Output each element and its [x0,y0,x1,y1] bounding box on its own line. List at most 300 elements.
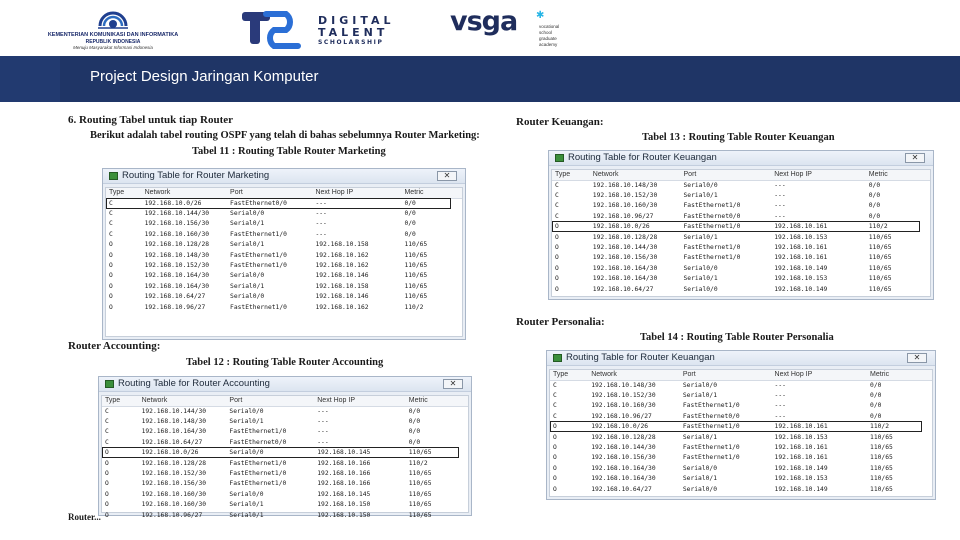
table-cell: Serial0/0 [683,285,718,293]
vsga-logo [450,6,560,52]
table-row [102,437,468,447]
table-cell: Serial0/1 [682,475,717,483]
table-cell: 192.168.10.150 [317,511,371,519]
table-cell: 192.168.10.96/27 [591,412,652,420]
section-heading: 6. Routing Tabel untuk tiap Router [68,114,234,126]
close-icon[interactable]: ✕ [905,153,925,163]
router-icon [553,354,562,362]
column-header[interactable]: Next Hop IP [312,188,401,198]
column-header[interactable]: Type [106,188,142,198]
kominfo-name: KEMENTERIAN KOMUNIKASI DAN INFORMATIKA [47,32,179,38]
table-row [106,229,462,239]
table-cell: --- [774,212,786,220]
table-cell: 110/65 [404,251,428,259]
table-cell: 192.168.10.161 [774,423,828,431]
dts-word-talent: TALENT [318,26,389,39]
table-cell: 192.168.10.144/30 [144,210,210,218]
table-cell: 192.168.10.149 [774,464,828,472]
dts-mark-icon [240,8,300,48]
table-cell: 192.168.10.150 [317,501,371,509]
table-cell: Serial0/1 [229,511,264,519]
table-cell: 192.168.10.128/28 [591,433,656,441]
table-cell: 192.168.10.128/28 [592,233,658,241]
table-cell: O [109,241,113,249]
table-cell: Serial0/0 [229,449,264,457]
table-row [106,260,462,270]
table-cell: 0/0 [404,199,416,207]
table-cell: Serial0/1 [682,392,717,400]
table-cell: 110/2 [868,223,888,231]
table-cell: O [553,485,557,493]
table-row [106,271,462,281]
table-cell: FastEthernet1/0 [683,202,741,210]
table-cell: 110/65 [868,254,892,262]
table-row [102,427,468,437]
table-cell: 110/65 [870,454,893,462]
table-row [106,302,462,312]
table-row [550,463,932,473]
vsga-tag-4: academy [539,42,558,47]
table-cell: FastEthernet1/0 [229,459,287,467]
table-cell: 192.168.10.166 [317,480,371,488]
table-cell: 192.168.10.164/30 [591,464,656,472]
column-header[interactable]: Network [590,170,681,180]
accounting-window-titlebar [99,377,471,392]
table-cell: 192.168.10.166 [317,470,371,478]
table-cell: O [555,244,559,252]
column-header[interactable]: Metric [401,188,462,198]
table-row [552,232,930,242]
table-header-row [550,370,932,380]
column-header[interactable]: Network [588,370,680,380]
table-cell: --- [317,438,329,446]
table-cell: O [105,511,109,519]
table-cell: O [105,459,109,467]
table-row [102,500,468,510]
table-cell: 192.168.10.158 [315,241,369,249]
table-cell: FastEthernet1/0 [230,230,287,238]
table-cell: Serial0/0 [682,464,717,472]
table-cell: O [553,433,557,441]
table-cell: 110/65 [408,501,432,509]
table-row [106,292,462,302]
table-cell: 192.168.10.156/30 [144,220,210,228]
table-cell: O [553,423,557,431]
table-cell: O [555,233,559,241]
table-row [552,211,930,221]
marketing-routing-table [106,188,462,312]
table-row [550,474,932,484]
kominfo-logo [38,6,188,50]
table-row [550,380,932,390]
table-row [552,201,930,211]
document-right [510,110,942,510]
table-cell: C [553,402,557,410]
personalia-heading: Router Personalia: [516,316,605,328]
column-header[interactable]: Port [680,370,772,380]
column-header[interactable]: Type [552,170,590,180]
table-cell: 192.168.10.96/27 [141,511,203,519]
table-cell: 192.168.10.160/30 [141,501,207,509]
table-cell: 192.168.10.153 [774,433,828,441]
page-title: Project Design Jaringan Komputer [90,68,319,85]
table-cell: O [553,475,557,483]
router-icon [105,380,114,388]
table-cell: 0/0 [870,392,882,400]
marketing-window-title: Routing Table for Router Marketing [122,170,270,181]
table-cell: 192.168.10.152/30 [592,192,658,200]
table-cell: FastEthernet1/0 [682,423,740,431]
table-cell: 110/65 [404,272,428,280]
table-cell: 110/65 [404,293,428,301]
table-cell: 192.168.10.144/30 [141,407,207,415]
table-header-row [552,170,930,180]
table-cell: C [109,230,113,238]
table-cell: C [553,392,557,400]
close-icon[interactable]: ✕ [907,353,927,363]
table-row [550,390,932,400]
vsga-wordmark: vsga [450,6,518,37]
table-cell: 192.168.10.145 [317,490,371,498]
vsga-tag-1: vocational [539,24,560,29]
next-router-heading-cut: Router... [68,512,101,522]
table-cell: Serial0/0 [230,293,265,301]
personalia-window-titlebar [547,351,935,366]
table-cell: Serial0/0 [230,272,265,280]
table-row [552,242,930,252]
table-cell: 110/65 [870,464,893,472]
table-cell: O [109,293,113,301]
accounting-window-title: Routing Table for Router Accounting [118,378,270,389]
table-cell: Serial0/0 [229,490,264,498]
table-cell: 192.168.10.153 [774,233,828,241]
table-cell: O [105,470,109,478]
column-header[interactable]: Metric [866,170,930,180]
table-cell: FastEthernet1/0 [682,402,740,410]
close-icon[interactable]: ✕ [443,379,463,389]
table-cell: 110/65 [408,470,432,478]
table-cell: 192.168.10.164/30 [592,264,658,272]
table-cell: O [105,490,109,498]
dts-word-digital: DIGITAL [318,14,395,27]
table-cell: Serial0/1 [683,275,718,283]
title-bar-accent [0,56,60,102]
table-cell: 192.168.10.148/30 [141,418,207,426]
table-cell: 192.168.10.152/30 [591,392,656,400]
column-header[interactable]: Type [102,396,139,406]
keuangan-heading: Router Keuangan: [516,116,604,128]
table-row [552,222,930,232]
table-cell: Serial0/1 [683,233,718,241]
table-row [550,422,932,432]
table-cell: FastEthernet1/0 [683,244,741,252]
table-cell: 192.168.10.164/30 [141,428,207,436]
table-cell: C [555,212,559,220]
table-row [102,468,468,478]
table-cell: FastEthernet1/0 [230,303,287,311]
table-cell: 192.168.10.128/28 [141,459,207,467]
table-cell: 192.168.10.146 [315,272,369,280]
table-cell: 0/0 [868,202,881,210]
table-row [552,190,930,200]
table-cell: C [109,220,113,228]
table-cell: 192.168.10.0/26 [144,199,202,207]
table-cell: Serial0/0 [682,485,717,493]
table-cell: 110/2 [404,303,424,311]
table-cell: --- [774,181,786,189]
table-cell: 110/65 [868,264,892,272]
table-cell: 0/0 [868,212,881,220]
table-row [106,219,462,229]
table-cell: 110/65 [408,511,432,519]
table-cell: --- [774,392,786,400]
table-cell: 110/65 [870,433,893,441]
document-left [60,102,484,520]
table-row [552,284,930,294]
table-cell: Serial0/1 [230,241,265,249]
table-cell: C [109,210,113,218]
table-row [106,240,462,250]
column-header[interactable]: Port [226,396,314,406]
table-cell: 192.168.10.64/27 [592,285,654,293]
table-cell: 110/65 [868,285,892,293]
table-cell: Serial0/0 [683,264,718,272]
table-cell: 192.168.10.148/30 [592,181,658,189]
close-icon[interactable]: ✕ [437,171,457,181]
kominfo-emblem-icon [96,6,130,32]
table-row [102,510,468,520]
table-cell: 192.168.10.152/30 [141,470,207,478]
table-cell: FastEthernet1/0 [682,454,740,462]
table-row [552,180,930,190]
kominfo-country: REPUBLIK INDONESIA [85,39,141,45]
table-cell: C [105,407,109,415]
router-icon [109,172,118,180]
keuangan-routing-table [552,170,930,294]
table-cell: 110/2 [870,423,889,431]
marketing-window-titlebar [103,169,465,184]
column-header[interactable]: Next Hop IP [314,396,406,406]
table-row [102,448,468,458]
table-cell: 192.168.10.148/30 [144,251,210,259]
table-cell: 192.168.10.96/27 [144,303,206,311]
table-cell: O [109,272,113,280]
table-cell: O [555,254,559,262]
table-row [552,274,930,284]
table-row [550,401,932,411]
table-cell: C [555,181,559,189]
vsga-tag-2: school [539,30,553,35]
table-cell: 192.168.10.149 [774,485,828,493]
table-cell: --- [774,381,786,389]
table-cell: 110/2 [408,459,428,467]
keuangan-window-titlebar [549,151,933,166]
column-header[interactable]: Metric [867,370,932,380]
table-cell: Serial0/1 [683,192,718,200]
table-cell: Serial0/0 [682,381,717,389]
table-cell: 192.168.10.160/30 [591,402,656,410]
column-header[interactable]: Network [139,396,227,406]
table-cell: 192.168.10.158 [315,282,369,290]
table-cell: 110/65 [408,449,432,457]
table-row [106,208,462,218]
table-cell: 0/0 [404,230,416,238]
table-cell: 110/65 [404,241,428,249]
table-cell: 110/65 [870,475,893,483]
personalia-caption: Tabel 14 : Routing Table Router Personalia [640,332,834,343]
table-row [106,281,462,291]
table-cell: C [555,192,559,200]
table-cell: 192.168.10.144/30 [591,444,656,452]
accounting-caption: Tabel 12 : Routing Table Router Accounting [186,357,384,368]
table-cell: 110/65 [408,480,432,488]
table-cell: 192.168.10.145 [317,449,371,457]
table-cell: O [555,275,559,283]
table-cell: O [105,501,109,509]
table-cell: --- [315,210,327,218]
table-cell: O [553,454,557,462]
table-header-row [102,396,468,406]
table-cell: 192.168.10.153 [774,275,828,283]
table-cell: 192.168.10.144/30 [592,244,658,252]
table-cell: FastEthernet1/0 [229,428,287,436]
column-header[interactable]: Port [681,170,772,180]
table-cell: 192.168.10.160/30 [141,490,207,498]
table-cell: FastEthernet1/0 [230,251,287,259]
table-row [106,250,462,260]
personalia-routing-window [546,350,936,500]
accounting-heading: Router Accounting: [68,340,161,352]
kominfo-motto: Menuju Masyarakat Informasi Indonesia [73,45,153,50]
keuangan-caption: Tabel 13 : Routing Table Router Keuangan [642,132,835,143]
table-cell: FastEthernet0/0 [229,438,287,446]
table-cell: 192.168.10.149 [774,285,828,293]
table-cell: FastEthernet1/0 [229,470,287,478]
table-cell: O [109,251,113,259]
table-cell: 192.168.10.148/30 [591,381,656,389]
table-cell: Serial0/1 [230,220,265,228]
table-cell: C [553,381,557,389]
table-cell: Serial0/0 [229,407,264,415]
column-header[interactable]: Next Hop IP [771,170,866,180]
table-cell: 192.168.10.0/26 [141,449,199,457]
table-cell: --- [317,428,329,436]
table-cell: --- [317,407,329,415]
table-cell: C [553,412,557,420]
table-cell: 192.168.10.153 [774,475,828,483]
table-cell: 192.168.10.0/26 [592,223,650,231]
table-row [550,442,932,452]
table-cell: Serial0/1 [230,282,265,290]
table-cell: 192.168.10.161 [774,444,828,452]
table-cell: --- [774,202,786,210]
table-row [102,489,468,499]
table-cell: Serial0/0 [230,210,265,218]
column-header[interactable]: Metric [406,396,468,406]
vsga-sparkle-icon: ✱ [536,10,545,21]
table-cell: 110/65 [404,282,428,290]
table-row [552,263,930,273]
table-cell: 192.168.10.156/30 [592,254,658,262]
table-cell: 0/0 [408,407,421,415]
table-cell: O [553,464,557,472]
table-cell: O [553,444,557,452]
table-cell: FastEthernet1/0 [683,254,741,262]
marketing-table-container [105,187,463,337]
router-icon [555,154,564,162]
intro-text: Berikut adalah tabel routing OSPF yang telah di bahas sebelumnya Router Marketing: [90,130,480,141]
accounting-routing-table [102,396,468,520]
table-cell: 192.168.10.161 [774,223,828,231]
table-cell: --- [315,230,327,238]
table-cell: --- [774,402,786,410]
keuangan-table-container [551,169,931,297]
personalia-table-container [549,369,933,497]
table-cell: 192.168.10.164/30 [144,282,210,290]
table-cell: 192.168.10.164/30 [144,272,210,280]
table-row [106,198,462,208]
table-cell: O [555,285,559,293]
table-cell: O [105,480,109,488]
marketing-routing-window [102,168,466,340]
table-cell: 110/65 [868,244,892,252]
keuangan-window-title: Routing Table for Router Keuangan [568,152,717,163]
table-cell: O [555,223,559,231]
column-header[interactable]: Next Hop IP [772,370,868,380]
table-row [102,406,468,416]
column-header[interactable]: Type [550,370,588,380]
table-cell: Serial0/1 [229,501,264,509]
column-header[interactable]: Network [142,188,227,198]
accounting-table-container [101,395,469,519]
table-cell: O [109,282,113,290]
table-cell: 192.168.10.164/30 [591,475,656,483]
table-cell: 110/65 [408,490,432,498]
table-cell: Serial0/1 [229,418,264,426]
marketing-caption: Tabel 11 : Routing Table Router Marketing [192,146,386,157]
keuangan-routing-window [548,150,934,300]
table-cell: 192.168.10.160/30 [144,230,210,238]
table-cell: 192.168.10.162 [315,262,369,270]
table-cell: FastEthernet0/0 [230,199,287,207]
table-cell: --- [315,220,327,228]
table-cell: 192.168.10.161 [774,254,828,262]
column-header[interactable]: Port [227,188,312,198]
table-cell: FastEthernet1/0 [682,444,740,452]
table-cell: 0/0 [404,220,416,228]
table-cell: 192.168.10.64/27 [591,485,652,493]
table-cell: 192.168.10.161 [774,244,828,252]
personalia-window-title: Routing Table for Router Keuangan [566,352,715,363]
table-cell: 192.168.10.156/30 [591,454,656,462]
table-cell: 0/0 [868,192,881,200]
table-cell: 0/0 [870,412,882,420]
table-row [552,253,930,263]
table-cell: C [555,202,559,210]
table-cell: --- [315,199,327,207]
dts-logo [240,8,410,48]
dts-word-scholarship: SCHOLARSHIP [318,39,384,46]
personalia-routing-table [550,370,932,494]
vsga-tag-3: graduate [539,36,557,41]
table-cell: C [105,428,109,436]
table-row [550,432,932,442]
table-cell: 0/0 [408,418,421,426]
table-cell: 110/65 [870,485,893,493]
table-cell: 0/0 [870,381,882,389]
table-cell: 0/0 [404,210,416,218]
table-cell: Serial0/1 [682,433,717,441]
